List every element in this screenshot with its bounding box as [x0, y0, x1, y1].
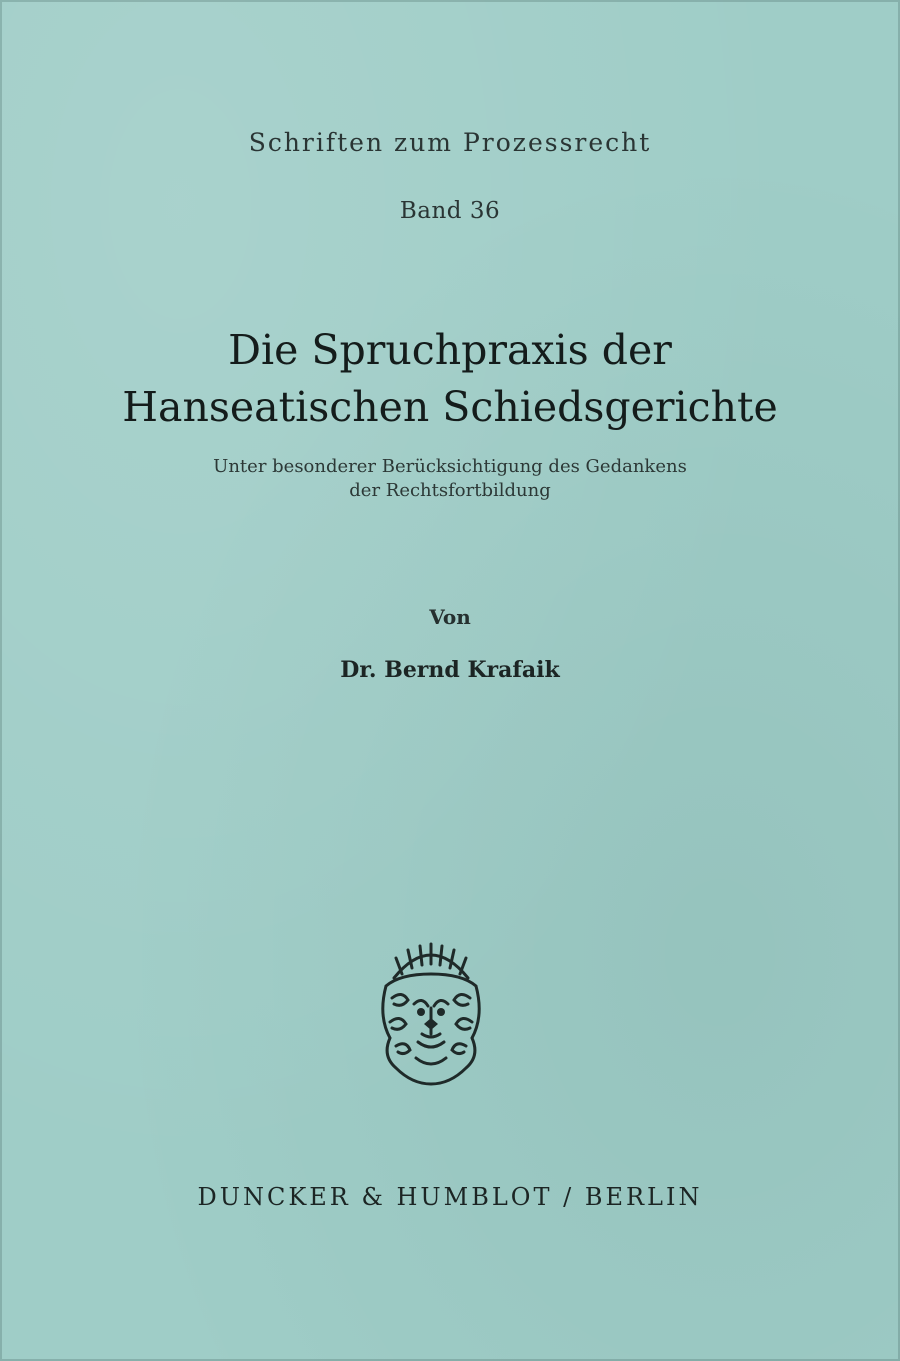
volume-number: Band 36	[399, 198, 501, 224]
author-name: Dr. Bernd Krafaik	[340, 657, 560, 683]
subtitle-line-1: Unter besonderer Berücksichtigung des Gedankens	[213, 456, 687, 477]
main-title-line-2: Hanseatischen Schiedsgerichte	[122, 383, 778, 431]
main-title-line-1: Die Spruchpraxis der	[228, 326, 672, 374]
subtitle-line-2: der Rechtsfortbildung	[349, 480, 551, 501]
series-title: Schriften zum Prozessrecht	[248, 128, 652, 157]
by-label: Von	[429, 605, 471, 629]
publisher-name: DUNCKER & HUMBLOT / BERLIN	[197, 1183, 703, 1211]
publisher-seal-icon	[372, 938, 490, 1088]
